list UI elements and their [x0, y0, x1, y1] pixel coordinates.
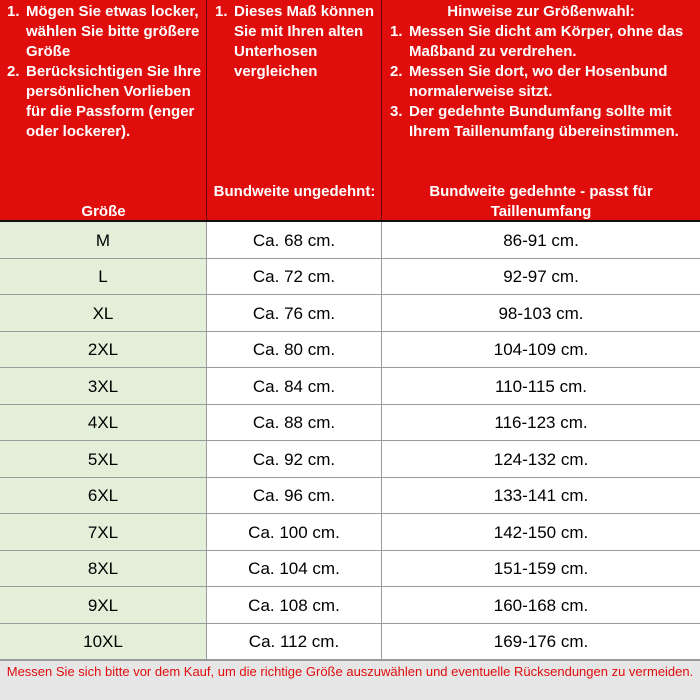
stretched-cell: 86-91 cm. — [382, 222, 700, 259]
size-cell: M — [0, 222, 207, 259]
note-item: 3. Der gedehnte Bundumfang sollte mit Ihrem Taillenumfang übereinstimmen. — [390, 103, 679, 140]
table-row — [0, 332, 700, 369]
size-cell: XL — [0, 295, 207, 332]
size-cell: 4XL — [0, 405, 207, 442]
table-row — [0, 222, 700, 259]
unstretched-cell: Ca. 84 cm. — [207, 368, 382, 405]
unstretched-cell: Ca. 68 cm. — [207, 222, 382, 259]
table-row — [0, 624, 700, 661]
table-row — [0, 259, 700, 296]
size-notes — [7, 2, 206, 142]
unstretched-cell: Ca. 80 cm. — [207, 332, 382, 369]
footer-note: Messen Sie sich bitte vor dem Kauf, um die richtige Größe auszuwählen und eventuelle Rücksendungen zu vermeiden. — [0, 660, 700, 700]
chart-header — [0, 0, 700, 222]
unstretched-cell: Ca. 92 cm. — [207, 441, 382, 478]
hints-title: Hinweise zur Größenwahl: — [447, 3, 635, 20]
size-cell: 2XL — [0, 332, 207, 369]
table-row — [0, 514, 700, 551]
size-cell: 10XL — [0, 624, 207, 661]
size-cell: 5XL — [0, 441, 207, 478]
table-row — [0, 368, 700, 405]
size-cell: 6XL — [0, 478, 207, 515]
table-row — [0, 405, 700, 442]
column-label-size: Größe — [81, 203, 126, 220]
stretched-cell: 104-109 cm. — [382, 332, 700, 369]
table-row — [0, 441, 700, 478]
stretched-cell: 110-115 cm. — [382, 368, 700, 405]
table-row — [0, 551, 700, 588]
size-cell: 3XL — [0, 368, 207, 405]
table-row — [0, 478, 700, 515]
table-row — [0, 295, 700, 332]
header-col-stretched — [382, 0, 700, 220]
unstretched-cell: Ca. 108 cm. — [207, 587, 382, 624]
stretched-cell: 133-141 cm. — [382, 478, 700, 515]
size-cell: 9XL — [0, 587, 207, 624]
note-item: 1. Mögen Sie etwas locker, wählen Sie bitte größere Größe — [7, 3, 200, 60]
size-cell: 7XL — [0, 514, 207, 551]
unstretched-cell: Ca. 112 cm. — [207, 624, 382, 661]
stretched-cell: 116-123 cm. — [382, 405, 700, 442]
stretched-cell: 151-159 cm. — [382, 551, 700, 588]
unstretched-cell: Ca. 88 cm. — [207, 405, 382, 442]
stretched-cell: 92-97 cm. — [382, 259, 700, 296]
table-row — [0, 587, 700, 624]
header-col-size — [0, 0, 207, 220]
column-label-stretched: Bundweite gedehnte - passt für Taillenumfang — [429, 183, 653, 220]
note-item: 1. Dieses Maß können Sie mit Ihren alten Unterhosen vergleichen — [215, 3, 375, 80]
size-cell: 8XL — [0, 551, 207, 588]
note-item: 2. Messen Sie dort, wo der Hosenbund normalerweise sitzt. — [390, 63, 668, 100]
unstretched-cell: Ca. 76 cm. — [207, 295, 382, 332]
size-table-body — [0, 222, 700, 660]
unstretched-cell: Ca. 72 cm. — [207, 259, 382, 296]
header-col-unstretched — [207, 0, 382, 220]
note-item: 2. Berücksichtigen Sie Ihre persönlichen Vorlieben für die Passform (enger oder lockerer). — [7, 63, 202, 140]
size-cell: L — [0, 259, 207, 296]
column-label-unstretched: Bundweite ungedehnt: — [213, 183, 376, 200]
note-item: 1. Messen Sie dicht am Körper, ohne das Maßband zu verdrehen. — [390, 23, 684, 60]
unstretched-notes — [215, 2, 376, 82]
stretched-cell: 169-176 cm. — [382, 624, 700, 661]
stretched-cell: 160-168 cm. — [382, 587, 700, 624]
stretched-cell: 98-103 cm. — [382, 295, 700, 332]
unstretched-cell: Ca. 100 cm. — [207, 514, 382, 551]
stretched-cell: 124-132 cm. — [382, 441, 700, 478]
unstretched-cell: Ca. 96 cm. — [207, 478, 382, 515]
hints-list — [390, 22, 699, 142]
unstretched-cell: Ca. 104 cm. — [207, 551, 382, 588]
stretched-cell: 142-150 cm. — [382, 514, 700, 551]
